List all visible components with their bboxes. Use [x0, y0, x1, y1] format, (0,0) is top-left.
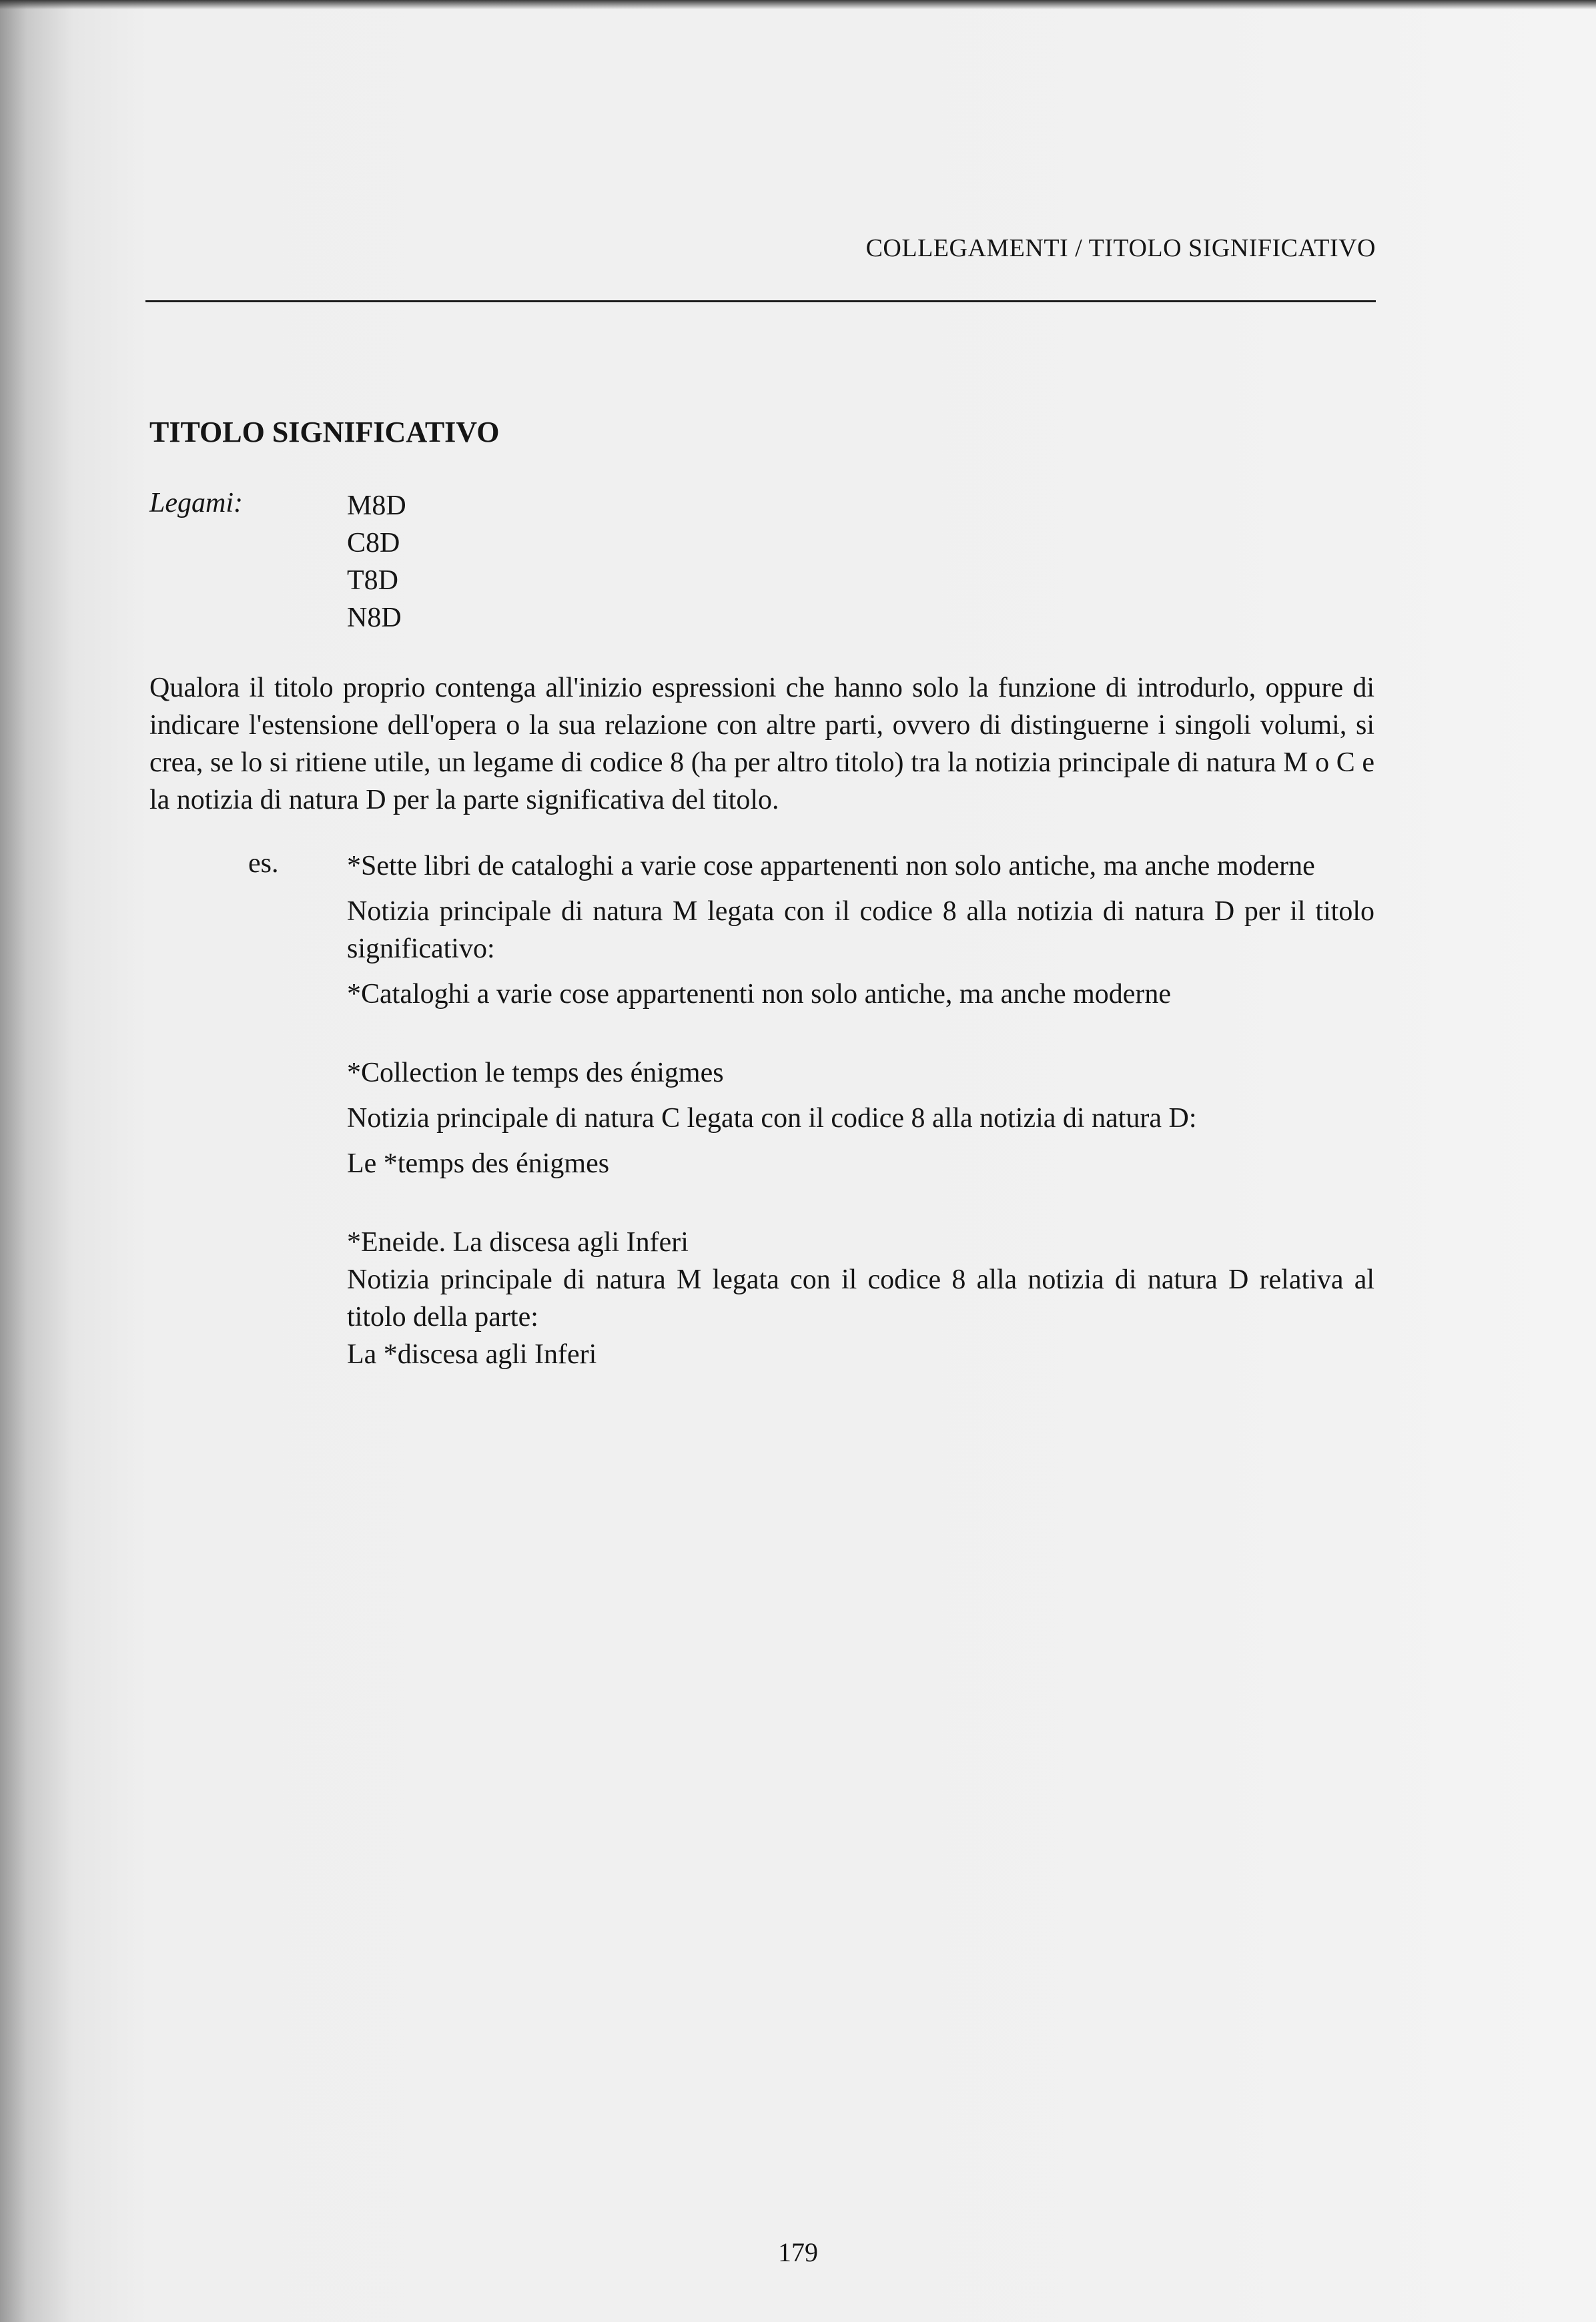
- legami-code: C8D: [347, 528, 400, 558]
- page-number: 179: [778, 2237, 818, 2267]
- examples-label: es.: [248, 848, 279, 879]
- example-1-note: Notizia principale di natura M legata con il codice 8 alla notizia di natura D per il titolo significativo:: [347, 896, 1374, 964]
- legami-code-list: [347, 487, 406, 637]
- examples-block: [347, 847, 1374, 1373]
- example-2-title: *Collection le temps des énigmes: [347, 1058, 724, 1088]
- legami-code: T8D: [347, 565, 398, 596]
- example-3-result: La *discesa agli Inferi: [347, 1339, 597, 1370]
- example-3-title: *Eneide. La discesa agli Inferi: [347, 1227, 689, 1258]
- legami-code: N8D: [347, 603, 402, 633]
- header-rule: [145, 300, 1376, 302]
- example-1-title: *Sette libri de cataloghi a varie cose appartenenti non solo antiche, ma anche moderne: [347, 851, 1315, 881]
- legami-label: Legami:: [149, 488, 243, 518]
- example-2-note: Notizia principale di natura C legata con il codice 8 alla notizia di natura D:: [347, 1103, 1197, 1134]
- example-3-note: Notizia principale di natura M legata con il codice 8 alla notizia di natura D relativa al titolo della parte:: [347, 1264, 1374, 1332]
- scan-edge-shadow: [0, 0, 1596, 9]
- running-header: COLLEGAMENTI / TITOLO SIGNIFICATIVO: [865, 234, 1376, 262]
- legami-code: M8D: [347, 490, 406, 521]
- example-1-result: *Cataloghi a varie cose appartenenti non solo antiche, ma anche moderne: [347, 979, 1172, 1010]
- example-2-result: Le *temps des énigmes: [347, 1148, 610, 1179]
- intro-paragraph: Qualora il titolo proprio contenga all'inizio espressioni che hanno solo la funzione di introdurlo, oppure di indicare l'estensione dell'opera o la sua relazione con altre parti, ovvero di distinguerne i singoli volumi, si crea, se lo si ritiene utile, un legame di codice 8 (ha per altro titolo) tra la notizia principale di natura M o C e la notizia di natura D per la parte significativa del titolo.: [149, 673, 1374, 815]
- section-title: TITOLO SIGNIFICATIVO: [149, 416, 500, 448]
